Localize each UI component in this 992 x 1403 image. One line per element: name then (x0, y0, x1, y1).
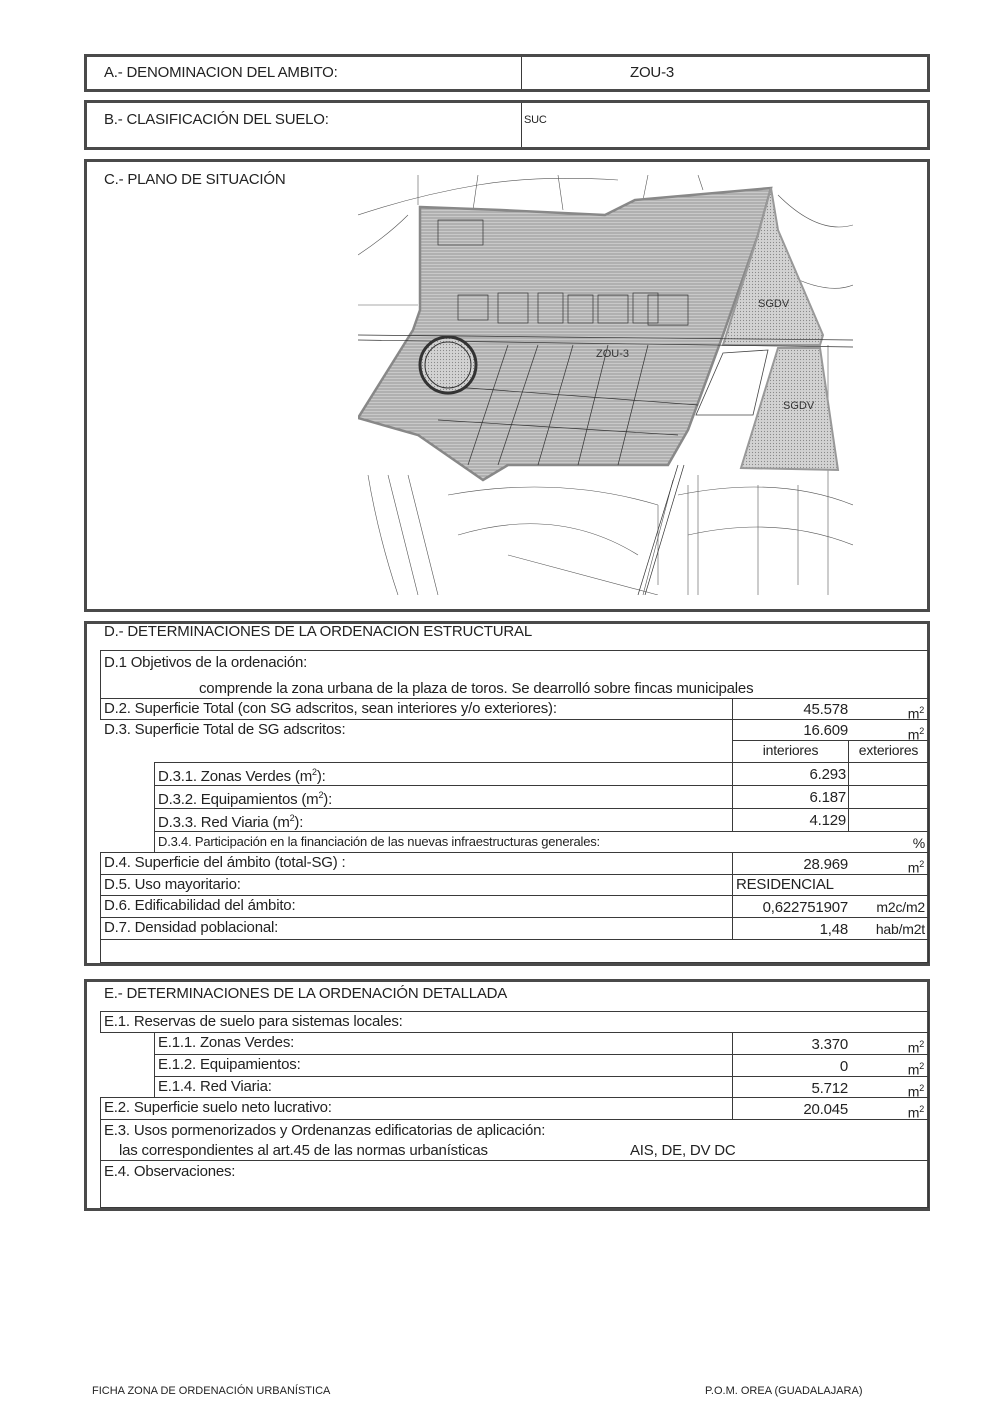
denominacion-value: ZOU-3 (630, 64, 675, 81)
d7-value: 1,48 (819, 921, 848, 938)
section-b (84, 100, 930, 150)
d33-value: 4.129 (809, 812, 846, 829)
e12-value-cell (732, 1054, 929, 1077)
e3-codes: AIS, DE, DV DC (630, 1142, 736, 1159)
d33-exterior-cell (848, 808, 929, 832)
d32-value: 6.187 (809, 789, 846, 806)
d34-label: D.3.4. Participación en la financiación de las nuevas infraestructuras generales: (158, 834, 600, 849)
d4-value-cell (732, 852, 929, 875)
d5-label: D.5. Uso mayoritario: (100, 874, 733, 896)
e4-row (100, 1160, 929, 1208)
divider (521, 103, 522, 147)
d2-value: 45.578 (803, 701, 848, 718)
e2-label: E.2. Superficie suelo neto lucrativo: (100, 1097, 733, 1120)
e12-label: E.1.2. Equipamientos: (154, 1054, 733, 1077)
e12-unit: $m^2$ (907, 1061, 924, 1078)
d4-value: 28.969 (803, 856, 848, 873)
d3-value: 16.609 (803, 722, 848, 739)
section-e-title: E.- DETERMINACIONES DE LA ORDENACIÓN DETALLADA (104, 985, 508, 1002)
e3-text: las correspondientes al art.45 de las normas urbanísticas (119, 1142, 488, 1159)
d-empty-row (100, 939, 929, 963)
zou-area (358, 188, 771, 480)
d32-exterior-cell (848, 785, 929, 809)
d7-unit: hab/m2t (875, 921, 925, 937)
d5-value: RESIDENCIAL (732, 874, 929, 896)
clasificacion-value: SUC (524, 114, 547, 126)
denominacion-label: A.- DENOMINACION DEL AMBITO: (104, 64, 338, 81)
d7-value-cell (732, 917, 929, 940)
d1-label: D.1 Objetivos de la ordenación: (104, 654, 308, 671)
e12-value: 0 (839, 1058, 848, 1075)
d31-value: 6.293 (809, 766, 846, 783)
e14-value-cell (732, 1076, 929, 1098)
map-label-zone: ZOU-3 (596, 348, 629, 360)
d2-label: D.2. Superficie Total (con SG adscritos, sean interiores y/o exteriores): (100, 698, 733, 720)
d2-unit: $m^2$ (907, 705, 924, 722)
e14-label: E.1.4. Red Viaria: (154, 1076, 733, 1098)
d33-label: D.3.3. Red Viaria $(m^2)$: (154, 808, 733, 832)
d6-value-cell (732, 895, 929, 918)
e14-value: 5.712 (811, 1080, 848, 1097)
footer-right: P.O.M. OREA (GUADALAJARA) (705, 1385, 863, 1397)
e1-label: E.1. Reservas de suelo para sistemas locales: (100, 1011, 929, 1033)
d6-unit: m2c/m2 (876, 899, 925, 915)
d34-row (154, 831, 929, 853)
d2-value-cell (732, 698, 929, 720)
bullring-icon (420, 337, 476, 393)
situation-map (358, 175, 853, 595)
e2-unit: $m^2$ (907, 1104, 924, 1121)
divider (521, 57, 522, 89)
map-label-sgdv-north: SGDV (758, 298, 790, 310)
e11-value: 3.370 (811, 1036, 848, 1053)
d3-value-cell (732, 719, 929, 741)
e11-label: E.1.1. Zonas Verdes: (154, 1032, 733, 1055)
d4-label: D.4. Superficie del ámbito (total-SG) : (100, 852, 733, 875)
section-a (84, 54, 930, 92)
map-label-sgdv-south: SGDV (783, 400, 815, 412)
d34-unit: % (912, 835, 925, 851)
section-d-title: D.- DETERMINACIONES DE LA ORDENACION ESTRUCTURAL (104, 623, 532, 640)
d3-unit: $m^2$ (907, 726, 924, 743)
d33-value-cell (732, 808, 849, 832)
e2-value: 20.045 (803, 1101, 848, 1118)
e11-value-cell (732, 1032, 929, 1055)
col-interiores: interiores (732, 740, 849, 763)
e3-row (100, 1119, 929, 1161)
clasificacion-label: B.- CLASIFICACIÓN DEL SUELO: (104, 111, 329, 128)
d6-label: D.6. Edificabilidad del ámbito: (100, 895, 733, 918)
e14-unit: $m^2$ (907, 1083, 924, 1100)
d32-value-cell (732, 785, 849, 809)
d32-label: D.3.2. Equipamientos $(m^2)$: (154, 785, 733, 809)
d1-row (100, 650, 929, 699)
d4-unit: $m^2$ (907, 859, 924, 876)
d31-exterior-cell (848, 762, 929, 786)
plano-label: C.- PLANO DE SITUACIÓN (104, 171, 286, 188)
d7-label: D.7. Densidad poblacional: (100, 917, 733, 940)
d1-text: comprende la zona urbana de la plaza de toros. Se dearrolló sobre fincas municipales (199, 680, 754, 697)
d3-label: D.3. Superficie Total de SG adscritos: (104, 721, 346, 738)
d31-value-cell (732, 762, 849, 786)
e2-value-cell (732, 1097, 929, 1120)
d6-value: 0,622751907 (762, 899, 848, 916)
footer-left: FICHA ZONA DE ORDENACIÓN URBANÍSTICA (92, 1385, 331, 1397)
e3-label: E.3. Usos pormenorizados y Ordenanzas edificatorias de aplicación: (104, 1122, 546, 1139)
e11-unit: $m^2$ (907, 1039, 924, 1056)
e4-label: E.4. Observaciones: (104, 1163, 236, 1180)
col-exteriores: exteriores (848, 740, 929, 763)
d31-label: D.3.1. Zonas Verdes $(m^2)$: (154, 762, 733, 786)
